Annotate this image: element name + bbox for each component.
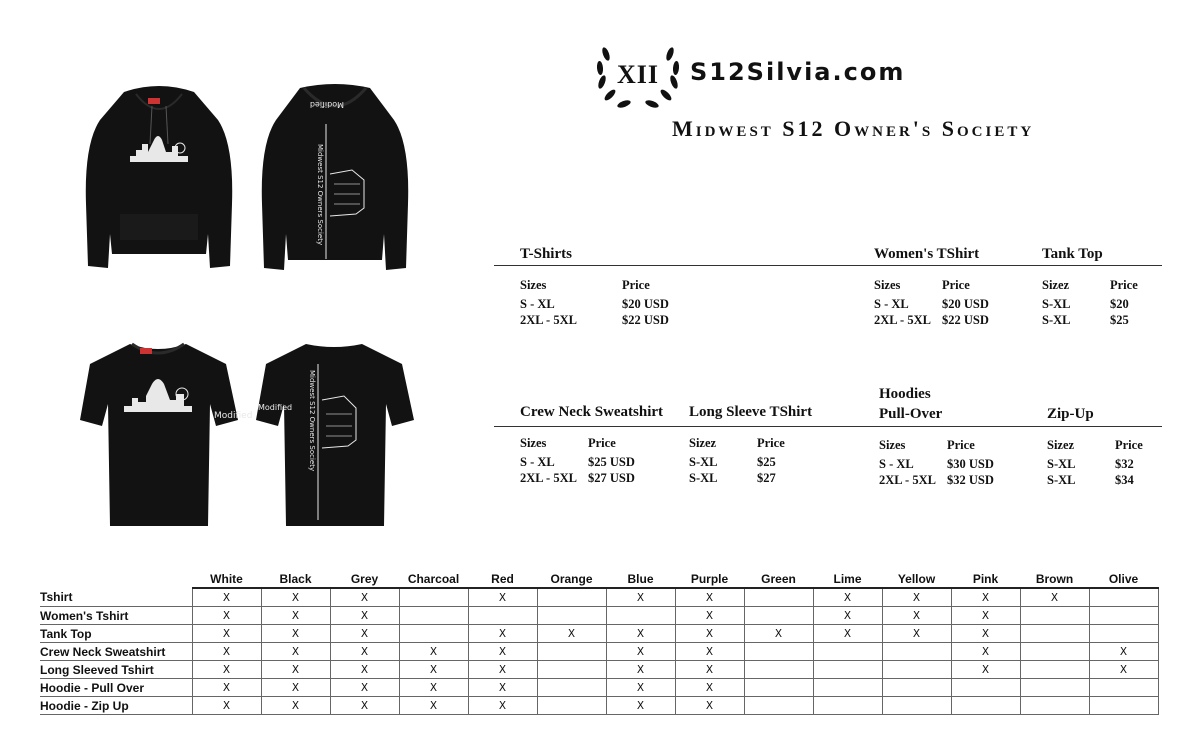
zipup-title: Zip-Up: [1047, 406, 1094, 422]
crew-size: 2XL - 5XL: [520, 471, 577, 485]
womens-price-header: Price: [942, 278, 970, 292]
availability-cell: [1089, 679, 1158, 697]
availability-cell: [468, 607, 537, 625]
availability-cell: X: [951, 607, 1020, 625]
availability-cell: X: [1089, 661, 1158, 679]
tshirts-size: S - XL: [520, 297, 555, 311]
crew-price: $27 USD: [588, 471, 635, 485]
tshirt-back-image: [252, 340, 416, 530]
tshirts-price-header: Price: [622, 278, 650, 292]
color-header: Pink: [951, 571, 1020, 588]
zipup-price-header: Price: [1115, 438, 1143, 452]
availability-cell: X: [675, 697, 744, 715]
row-label: Long Sleeved Tshirt: [40, 661, 192, 679]
availability-cell: X: [951, 661, 1020, 679]
availability-cell: X: [1089, 643, 1158, 661]
availability-cell: X: [261, 679, 330, 697]
availability-cell: [882, 643, 951, 661]
availability-cell: X: [192, 643, 261, 661]
availability-cell: X: [192, 697, 261, 715]
womens-size: 2XL - 5XL: [874, 313, 931, 327]
svg-text:Modified: Modified: [214, 411, 253, 421]
availability-cell: X: [813, 625, 882, 643]
availability-cell: X: [261, 625, 330, 643]
availability-cell: [537, 697, 606, 715]
crew-price: $25 USD: [588, 455, 635, 469]
color-header: Charcoal: [399, 571, 468, 588]
tank-size: S-XL: [1042, 313, 1071, 327]
availability-cell: X: [951, 643, 1020, 661]
tank-price-header: Price: [1110, 278, 1138, 292]
availability-cell: X: [675, 679, 744, 697]
row-label: Hoodie - Pull Over: [40, 679, 192, 697]
color-header: Grey: [330, 571, 399, 588]
tank-sizes-header: Sizez: [1042, 278, 1070, 292]
divider: [494, 426, 1162, 427]
availability-cell: [813, 697, 882, 715]
availability-cell: X: [606, 625, 675, 643]
availability-cell: X: [606, 697, 675, 715]
womens-sizes-header: Sizes: [874, 278, 901, 292]
availability-cell: [882, 697, 951, 715]
availability-cell: [537, 643, 606, 661]
availability-cell: X: [813, 607, 882, 625]
tank-price: $25: [1110, 313, 1129, 327]
availability-cell: X: [882, 625, 951, 643]
availability-cell: X: [261, 661, 330, 679]
zipup-price: $34: [1115, 473, 1134, 487]
availability-cell: X: [330, 607, 399, 625]
availability-cell: X: [261, 697, 330, 715]
availability-cell: X: [675, 661, 744, 679]
availability-cell: [537, 679, 606, 697]
availability-cell: X: [606, 588, 675, 607]
crew-title: Crew Neck Sweatshirt: [520, 404, 664, 420]
longsleeve-price: $27: [757, 471, 776, 485]
table-row: [40, 588, 1158, 607]
row-label: Tank Top: [40, 625, 192, 643]
table-row: [40, 661, 1158, 679]
row-label: Hoodie - Zip Up: [40, 697, 192, 715]
table-header-row: [40, 571, 1158, 588]
zipup-price: $32: [1115, 457, 1134, 471]
availability-cell: X: [606, 661, 675, 679]
availability-cell: X: [192, 679, 261, 697]
table-row: [40, 625, 1158, 643]
availability-cell: [744, 588, 813, 607]
womens-price: $22 USD: [942, 313, 989, 327]
availability-cell: X: [330, 588, 399, 607]
color-header: Purple: [675, 571, 744, 588]
availability-cell: [1089, 607, 1158, 625]
availability-cell: X: [399, 697, 468, 715]
zipup-sizes-header: Sizez: [1047, 438, 1075, 452]
availability-cell: X: [951, 625, 1020, 643]
availability-cell: [744, 607, 813, 625]
availability-cell: [606, 607, 675, 625]
availability-cell: X: [951, 588, 1020, 607]
color-header: Black: [261, 571, 330, 588]
zipup-size: S-XL: [1047, 457, 1076, 471]
availability-cell: X: [813, 588, 882, 607]
color-availability-table: [40, 571, 1159, 715]
pullover-price-header: Price: [947, 438, 975, 452]
availability-cell: X: [468, 643, 537, 661]
table-row: [40, 679, 1158, 697]
tank-title: Tank Top: [1042, 246, 1103, 262]
site-name: S12Silvia.com: [690, 58, 906, 86]
availability-cell: [537, 661, 606, 679]
availability-cell: [882, 661, 951, 679]
svg-text:Modified: Modified: [309, 100, 344, 109]
longsleeve-sizes-header: Sizez: [689, 436, 717, 450]
crew-price-header: Price: [588, 436, 616, 450]
longsleeve-title: Long Sleeve TShirt: [689, 404, 813, 420]
color-header: Green: [744, 571, 813, 588]
availability-cell: [951, 679, 1020, 697]
tshirts-sizes-header: Sizes: [520, 278, 547, 292]
availability-cell: [882, 679, 951, 697]
pullover-title: Pull-Over: [879, 406, 943, 422]
availability-cell: [1020, 625, 1089, 643]
laurel-logo: [592, 40, 684, 112]
logo-text: XII: [616, 60, 659, 89]
availability-cell: [537, 607, 606, 625]
availability-cell: [813, 679, 882, 697]
availability-cell: [813, 643, 882, 661]
womens-price: $20 USD: [942, 297, 989, 311]
row-label: Crew Neck Sweatshirt: [40, 643, 192, 661]
row-label: Women's Tshirt: [40, 607, 192, 625]
availability-cell: X: [675, 625, 744, 643]
availability-cell: [744, 679, 813, 697]
color-header: Orange: [537, 571, 606, 588]
color-header: Brown: [1020, 571, 1089, 588]
availability-cell: X: [330, 625, 399, 643]
availability-cell: X: [330, 697, 399, 715]
availability-cell: X: [468, 697, 537, 715]
svg-text:Modified: Modified: [258, 403, 293, 412]
availability-cell: [744, 661, 813, 679]
zipup-size: S-XL: [1047, 473, 1076, 487]
availability-cell: X: [399, 679, 468, 697]
availability-cell: X: [675, 588, 744, 607]
crew-sizes-header: Sizes: [520, 436, 547, 450]
availability-cell: X: [882, 607, 951, 625]
row-label-header: [40, 571, 192, 588]
table-row: [40, 607, 1158, 625]
availability-cell: X: [1020, 588, 1089, 607]
color-header: Red: [468, 571, 537, 588]
availability-cell: X: [399, 643, 468, 661]
availability-cell: X: [192, 588, 261, 607]
availability-cell: X: [261, 588, 330, 607]
availability-cell: [1020, 607, 1089, 625]
svg-text:Midwest S12 Owners Society: Midwest S12 Owners Society: [316, 144, 324, 246]
availability-cell: [537, 588, 606, 607]
hoodie-front-image: [80, 84, 238, 274]
availability-cell: X: [192, 607, 261, 625]
availability-cell: X: [399, 661, 468, 679]
svg-text:Midwest S12 Owners Society: Midwest S12 Owners Society: [308, 370, 316, 472]
row-label: Tshirt: [40, 588, 192, 607]
availability-cell: X: [261, 643, 330, 661]
availability-cell: [744, 697, 813, 715]
color-header: Olive: [1089, 571, 1158, 588]
availability-cell: [399, 607, 468, 625]
availability-cell: [744, 643, 813, 661]
availability-cell: X: [606, 679, 675, 697]
color-header: Lime: [813, 571, 882, 588]
pullover-size: 2XL - 5XL: [879, 473, 936, 487]
table-row: [40, 643, 1158, 661]
availability-cell: [399, 588, 468, 607]
availability-cell: X: [468, 661, 537, 679]
longsleeve-size: S-XL: [689, 471, 718, 485]
availability-cell: X: [744, 625, 813, 643]
divider: [494, 265, 1162, 266]
society-title: Midwest S12 Owner's Society: [672, 116, 1035, 141]
availability-cell: X: [537, 625, 606, 643]
availability-cell: [813, 661, 882, 679]
pullover-sizes-header: Sizes: [879, 438, 906, 452]
availability-cell: X: [330, 679, 399, 697]
color-header: Yellow: [882, 571, 951, 588]
tshirt-front-image: [76, 340, 253, 530]
tshirts-price: $20 USD: [622, 297, 669, 311]
availability-cell: X: [261, 607, 330, 625]
hoodie-back-image: [256, 84, 414, 274]
availability-cell: [1089, 697, 1158, 715]
color-header: Blue: [606, 571, 675, 588]
longsleeve-price-header: Price: [757, 436, 785, 450]
longsleeve-size: S-XL: [689, 455, 718, 469]
longsleeve-price: $25: [757, 455, 776, 469]
availability-cell: X: [330, 661, 399, 679]
tshirts-size: 2XL - 5XL: [520, 313, 577, 327]
tank-price: $20: [1110, 297, 1129, 311]
pullover-price: $32 USD: [947, 473, 994, 487]
availability-cell: X: [882, 588, 951, 607]
availability-cell: X: [330, 643, 399, 661]
availability-cell: [1089, 588, 1158, 607]
availability-cell: X: [675, 643, 744, 661]
availability-cell: X: [675, 607, 744, 625]
availability-cell: X: [468, 625, 537, 643]
availability-cell: [1020, 679, 1089, 697]
hoodies-heading: Hoodies: [879, 386, 931, 402]
availability-cell: X: [192, 625, 261, 643]
availability-cell: [1089, 625, 1158, 643]
availability-cell: [399, 625, 468, 643]
availability-cell: [1020, 697, 1089, 715]
tank-size: S-XL: [1042, 297, 1071, 311]
availability-cell: X: [606, 643, 675, 661]
womens-title: Women's TShirt: [874, 246, 980, 262]
availability-cell: X: [192, 661, 261, 679]
table-row: [40, 697, 1158, 715]
availability-cell: X: [468, 588, 537, 607]
crew-size: S - XL: [520, 455, 555, 469]
color-header: White: [192, 571, 261, 588]
womens-size: S - XL: [874, 297, 909, 311]
tshirts-title: T-Shirts: [520, 246, 572, 262]
tshirts-price: $22 USD: [622, 313, 669, 327]
pullover-price: $30 USD: [947, 457, 994, 471]
availability-cell: [1020, 643, 1089, 661]
pullover-size: S - XL: [879, 457, 914, 471]
availability-cell: X: [468, 679, 537, 697]
availability-cell: [1020, 661, 1089, 679]
availability-cell: [951, 697, 1020, 715]
